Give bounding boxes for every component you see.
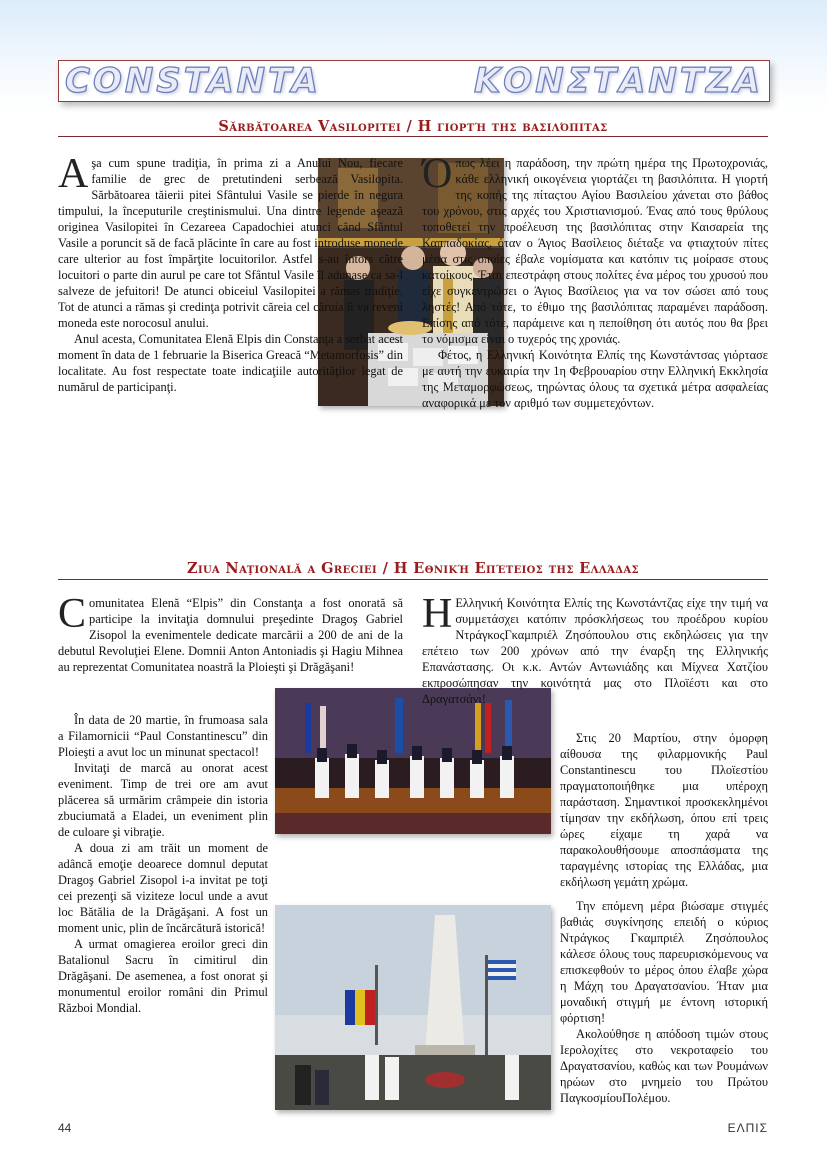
section-title-vasilopita: Sărbătoarea Vasilopitei / Η γιορτή της βασιλόπιτας [218,118,608,135]
section2-greek-text [560,730,768,890]
drop-cap: C [58,591,87,637]
paragraph: Φέτος, η Ελληνική Κοινότητα Ελπίς της Κωνστάντσας γιόρτασε με αυτή την ευκαιρία την 1η Φεβρουαρίου στην Ελληνική Εκκλησία της Μεταμορφώσεως, τηρώντας όλους τα σχετικά μέτρα ασφαλείας αναφορικά με τον αριθμό των συμμετεχόντων. [422,348,768,410]
page-number: 44 [58,1121,72,1135]
paragraph: Όπως λέει η παράδοση, την πρώτη ημέρα της Πρωτοχρονιάς, κάθε ελληνική οικογένεια γιορτάζει τη βασιλόπιτα. Η γιορτή της κοπής της πίταςτου Αγίου Βασιλείου χάνεται στο βάθος του χρόνου, στις αρχές του Χριστιανισμού. Ένας από τους θρύλους τοποθετεί την προέλευση της βασιλόπιτας στην Καισαρεία της Καππαδοκίας, όταν ο Άγιος Βασίλειος διέταξε να φτιαχτούν πίτες μέσα στις οποίες έβαλε νομίσματα και κατόπιν τις μοίρασε στους κατοίκους. Έτσι επεστράφη στους πολίτες ένα μέρος του χρυσού που είχε συγκεντρώσει ο Άγιος Βασίλειος για να τον σώσει από τους ληστές! Από τότε, το έθιμο της βασιλόπιτας παραμένει παράδοση. Επίσης από τότε, παράμεινε και η πεποίθηση ότι αυτός που θα βρει το νόμισμα είναι ο τυχερός της χρονιάς. [422,151,768,346]
section2-romanian-text [58,712,268,1016]
section-divider [58,579,768,580]
section1-greek-text [422,151,768,411]
paragraph: În data de 20 martie, în frumoasa sala a Filamornicii “Paul Constantinescu” din Ploieşti a avut loc un minunat spectacol! [58,713,268,759]
paragraph: Η Ελληνική Κοινότητα Ελπίς της Κωνστάντζας είχε την τιμή να συμμετάσχει κατόπιν πρόσκλήσεως του προέδρου κυρίου ΝτράγκοςΓκαμπριέλ Ζησόπουλου στις εκδηλώσεις για την επέτειο των 200 χρόνων από την έναρξη της Ελληνικής Επανάστασης. Οι κ.κ. Αντών Αντωνιάδης και Μίχνεα Χατζίου εκπροσώπησαν την κοινότητά μας στο Πλοϊέστι και στο Δραγατσάνι! [422,591,768,706]
paragraph: Comunitatea Elenă “Elpis” din Constanţa a fost onorată să participe la invitaţia domnului preşedinte Dragoş Gabriel Zisopol la evenimentele dedicate marcării a 200 de ani de la debutul Revoluţiei Elene. Domnii Anton Antoniadis şi Hagiu Mihnea au reprezentat Comunitatea noastră la Ploieşti şi Drăgăşani! [58,591,403,674]
section1-romanian-text [58,151,403,395]
section2-greek-text-cont [560,898,768,1106]
masthead-title-greek: ΚΟΝΣΤΑΝΤΖΑ [473,61,763,101]
drop-cap: Ό [422,151,453,197]
paragraph: Anul acesta, Comunitatea Elenă Elpis din Constanţa a serbat acest moment în data de 1 februarie la Biserica Greacă “Metamorfosis” din localitate. Au fost respectate toate indicaţiile autorităţilor legat de numărul de participanţi. [58,332,403,394]
section-divider [58,136,768,137]
paragraph: A urmat omagierea eroilor greci din Batalionul Sacru în cimitirul din Drăgăşani. De asemenea, a fost onorat şi monumentul eroilor români din Primul Război Mondial. [58,937,268,1015]
paragraph: Την επόμενη μέρα βιώσαμε στιγμές βαθιάς συγκίνησης επειδή ο κύριος Ντράγκος Γκαμπριέλ Ζησόπουλος κάλεσε όλους τους παρευρισκόμενους να επισκεφθούν το μέρος όπου έλαβε χώρα η Μάχη του Δραγατσανίου. Ήταν μια μοναδική στιγμή με έντονη ιστορική φόρτιση! [560,899,768,1025]
paragraph: Aşa cum spune tradiţia, în prima zi a Anului Nou, fiecare familie de grec de pretutindeni serbează Vasilopita. Sărbătoarea tăierii pitei Sfântului Vasile se pierde în negura timpului, la începuturile creştinismului. Una dintre legende aşează originea Vasilopitei în Cezareea Capadochiei atunci când Sfântul Vasile a poruncit să de facă plăcinte în care au fost introduse monede care ulterior au fost împărţite locuitorilor. Astfel s-au întors către locuitori o parte din aurul pe care tot Sfântul Vasile îl adunase ca sa-l salveze de jefuitori! De atunci obiceiul Vasilopitei a rămas tradiţie. Tot de atunci a rămas şi credinţa potrivit căreia cel căruia îi va reveni moneda este norocosul anului. [58,151,403,330]
masthead-title-romanian: CONSTANTA [65,61,321,101]
stage-dance-photo [275,688,551,834]
section2-greek-intro [422,591,768,707]
paragraph: Στις 20 Μαρτίου, στην όμορφη αίθουσα της φιλαρμονικής Paul Constantinescu του Πλοϊεστίου πραγματοποιήθηκε μια υπέροχη παράσταση. Σημαντικοί προσκεκλημένοι τίμησαν την εκδήλωση, όπου επί τρεις ώρες είχαμε τη χαρά να παρακολουθήσουμε αποσπάσματα της ταραγμένης ιστορίας της Ελλάδας, μια εκδήλωση γεμάτη χρώμα. [560,731,768,889]
monument-ceremony-photo [275,905,551,1110]
paragraph: Ακολούθησε η απόδοση τιμών στους Ιερολοχίτες στο νεκροταφείο του Δραγατσανίου, καθώς και των Ρουμάνων ηρώων στο μνημείο του Πρώτου ΠαγκοσμίουΠολέμου. [560,1027,768,1105]
section2-romanian-intro [58,591,403,675]
paragraph: Invitaţi de marcă au onorat acest eveniment. Timp de trei ore am avut plăcerea să urmărim crâmpeie din istoria zbuciumată a Eladei, un eveniment plin de culoare şi vibraţie. [58,761,268,839]
paragraph: A doua zi am trăit un moment de adâncă emoţie deoarece domnul deputat Dragoş Gabriel Zisopol i-a invitat pe toţi cei prezenţi să viziteze locul unde a avut loc Bătălia de la Drăgăşani. A fost un moment unic, plin de încărcătură istorică! [58,841,268,935]
section-title-national-day: Ziua Naţională a Greciei / Η Εθνική Επέτειος της Ελλάδας [186,560,640,577]
magazine-name: ΕΛΠΙΣ [727,1121,768,1135]
drop-cap: Η [422,591,453,637]
masthead [58,60,770,102]
drop-cap: A [58,151,89,197]
